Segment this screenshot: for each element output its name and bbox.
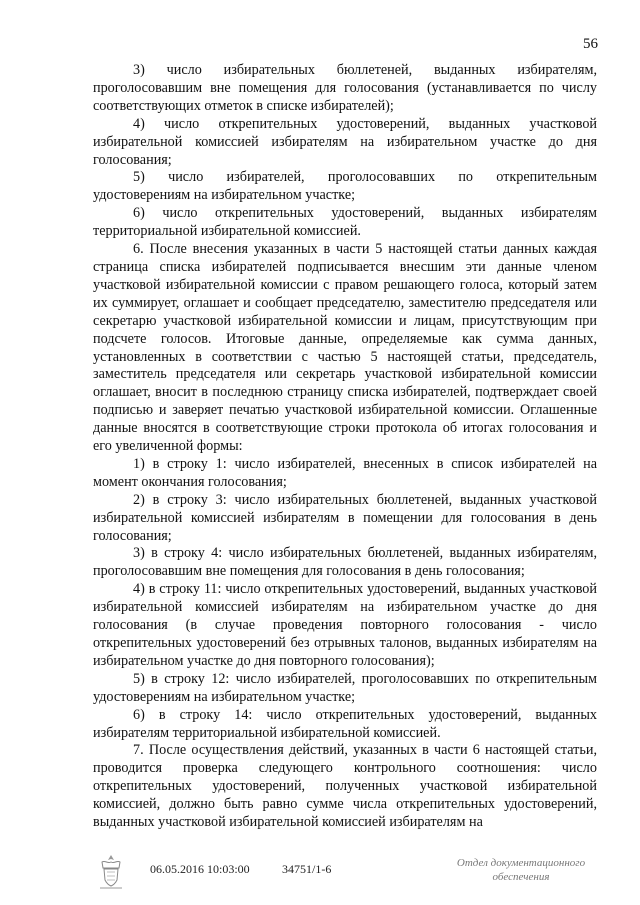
coat-of-arms-icon — [96, 852, 126, 892]
page-number: 56 — [583, 36, 598, 52]
footer-doc-code: 34751/1-6 — [282, 862, 332, 876]
department-stamp — [446, 856, 596, 884]
paragraph: 5) число избирателей, проголосовавших по открепительным удостоверениям на избирательном участке; — [93, 169, 597, 204]
paragraph: 5) в строку 12: число избирателей, проголосовавших по открепительным удостоверениям на избирательном участке; — [93, 670, 597, 705]
stamp-line: Отдел документационного — [456, 857, 586, 869]
paragraph: 3) число избирательных бюллетеней, выданных избирателям, проголосовавшим вне помещения для голосования (устанавливается по числу соответствующих отметок в списке избирателей); — [93, 62, 597, 114]
page-footer — [0, 852, 640, 902]
footer-datetime: 06.05.2016 10:03:00 — [150, 862, 250, 876]
paragraph: 7. После осуществления действий, указанных в части 6 настоящей статьи, проводится проверка следующего контрольного соотношения: число открепительных удостоверений, полученных участковой избирательной комиссией, должно быть равно сумме числа открепительных удостоверений, выданных участковой избирательной комиссией избирателям на — [93, 742, 597, 831]
paragraph: 1) в строку 1: число избирателей, внесенных в список избирателей на момент окончания голосования; — [93, 455, 597, 490]
paragraph: 6) в строку 14: число открепительных удостоверений, выданных избирателям территориальной избирательной комиссией. — [93, 706, 597, 741]
paragraph: 2) в строку 3: число избирательных бюллетеней, выданных участковой избирательной комиссией избирателям в помещении для голосования в день голосования; — [93, 491, 597, 544]
stamp-line: обеспечения — [492, 871, 550, 883]
paragraph: 3) в строку 4: число избирательных бюллетеней, выданных избирателям, проголосовавшим вне помещения для голосования в день голосования; — [93, 545, 597, 580]
paragraph: 4) в строку 11: число открепительных удостоверений, выданных участковой избирательной комиссией избирателям на избирательном участке до дня голосования (в случае проведения повторного голосования - число открепительных удостоверений без отрывных талонов, выданных избирателям на избирательном участке до дня повторного голосования); — [93, 581, 597, 669]
paragraph: 6. После внесения указанных в части 5 настоящей статьи данных каждая страница списка избирателей подписывается внесшим эти данные членом участковой избирательной комиссии с правом решающего голоса, который затем их суммирует, оглашает и сообщает председателю, заместителю председателя или секретарю участковой избирательной комиссии и лицам, присутствующим при подсчете голосов. Итоговые данные, определяемые как сумма данных, установленных в соответствии с частью 5 настоящей статьи, председатель, заместитель председателя или секретарь участковой избирательной комиссии оглашает, вносит в последнюю страницу списка избирателей, подтверждает своей подписью и заверяет печатью участковой избирательной комиссии. Оглашенные данные вносятся в соответствующие строки протокола об итогах голосования и его увеличенной формы: — [93, 241, 597, 455]
paragraph: 6) число открепительных удостоверений, выданных избирателям территориальной избирательной комиссией. — [93, 205, 597, 240]
paragraph: 4) число открепительных удостоверений, выданных участковой избирательной комиссией избирателям на избирательном участке до дня голосования; — [93, 115, 597, 168]
document-body — [93, 62, 597, 832]
